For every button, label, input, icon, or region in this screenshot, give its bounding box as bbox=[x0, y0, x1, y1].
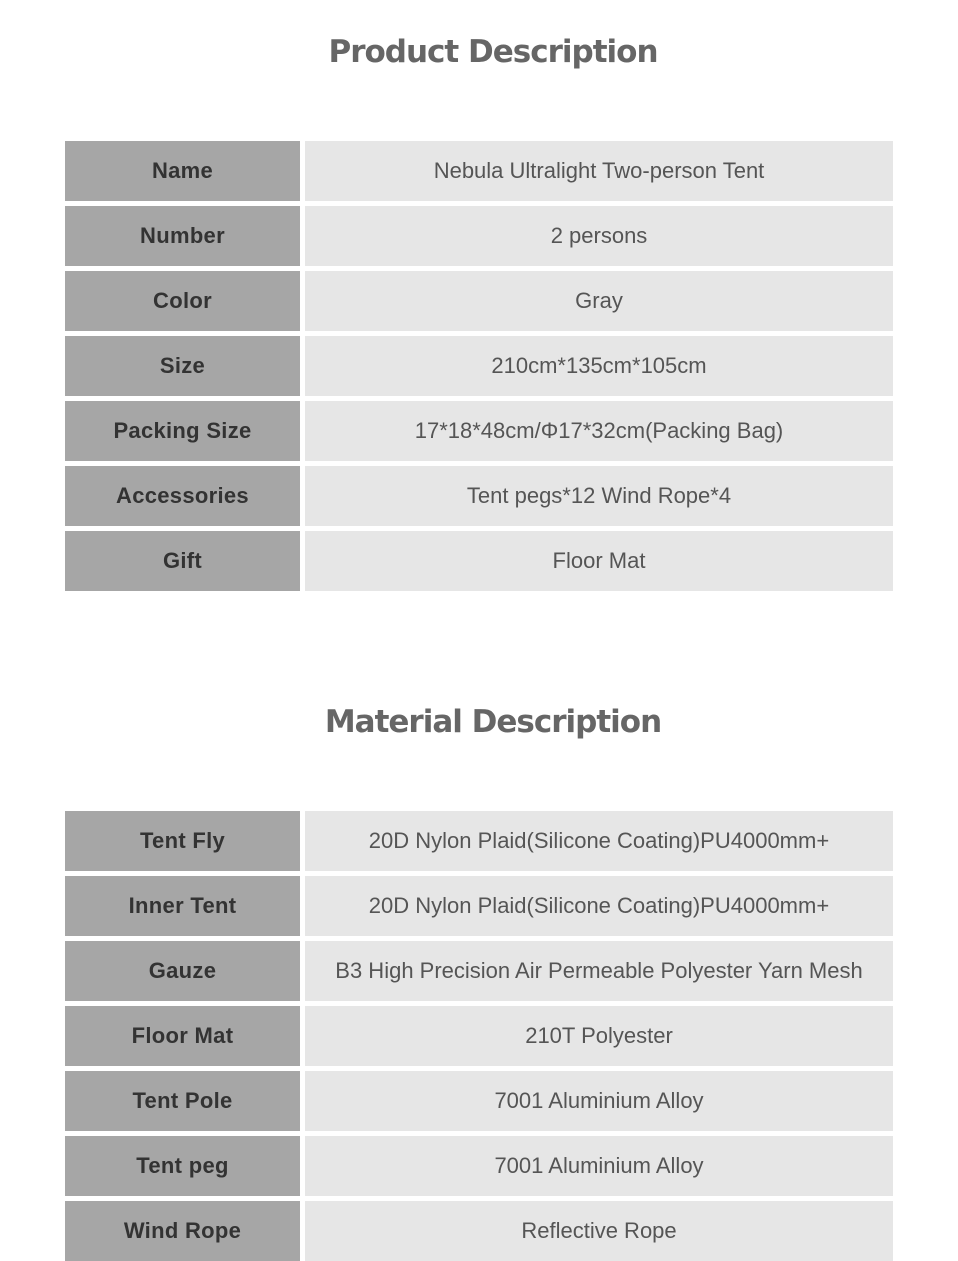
row-value: 7001 Aluminium Alloy bbox=[305, 1136, 893, 1196]
material-description-title: Material Description bbox=[324, 704, 662, 740]
row-label: Color bbox=[65, 271, 300, 331]
table-row bbox=[65, 206, 893, 266]
row-value: 17*18*48cm/Φ17*32cm(Packing Bag) bbox=[305, 401, 893, 461]
row-label: Packing Size bbox=[65, 401, 300, 461]
row-value: 210T Polyester bbox=[305, 1006, 893, 1066]
table-row bbox=[65, 401, 893, 461]
row-label: Size bbox=[65, 336, 300, 396]
row-label: Tent Fly bbox=[65, 811, 300, 871]
row-label: Inner Tent bbox=[65, 876, 300, 936]
table-row bbox=[65, 941, 893, 1001]
table-row bbox=[65, 876, 893, 936]
table-row bbox=[65, 1071, 893, 1131]
row-value: 210cm*135cm*105cm bbox=[305, 336, 893, 396]
row-label: Gift bbox=[65, 531, 300, 591]
row-value: B3 High Precision Air Permeable Polyester Yarn Mesh bbox=[305, 941, 893, 1001]
row-label: Gauze bbox=[65, 941, 300, 1001]
row-value: Tent pegs*12 Wind Rope*4 bbox=[305, 466, 893, 526]
row-label: Name bbox=[65, 141, 300, 201]
table-row bbox=[65, 1201, 893, 1261]
table-row bbox=[65, 1136, 893, 1196]
row-label: Wind Rope bbox=[65, 1201, 300, 1261]
row-value: Gray bbox=[305, 271, 893, 331]
table-row bbox=[65, 1006, 893, 1066]
product-spec-table bbox=[65, 141, 893, 591]
table-row bbox=[65, 466, 893, 526]
table-row bbox=[65, 531, 893, 591]
row-label: Floor Mat bbox=[65, 1006, 300, 1066]
row-value: Reflective Rope bbox=[305, 1201, 893, 1261]
table-row bbox=[65, 271, 893, 331]
row-label: Tent Pole bbox=[65, 1071, 300, 1131]
table-row bbox=[65, 811, 893, 871]
material-spec-table bbox=[65, 811, 893, 1261]
row-label: Number bbox=[65, 206, 300, 266]
table-row bbox=[65, 141, 893, 201]
row-label: Tent peg bbox=[65, 1136, 300, 1196]
table-row bbox=[65, 336, 893, 396]
row-value: Nebula Ultralight Two-person Tent bbox=[305, 141, 893, 201]
product-description-title: Product Description bbox=[328, 34, 658, 70]
row-value: Floor Mat bbox=[305, 531, 893, 591]
row-value: 20D Nylon Plaid(Silicone Coating)PU4000mm+ bbox=[305, 811, 893, 871]
row-value: 7001 Aluminium Alloy bbox=[305, 1071, 893, 1131]
row-value: 20D Nylon Plaid(Silicone Coating)PU4000mm+ bbox=[305, 876, 893, 936]
row-value: 2 persons bbox=[305, 206, 893, 266]
row-label: Accessories bbox=[65, 466, 300, 526]
